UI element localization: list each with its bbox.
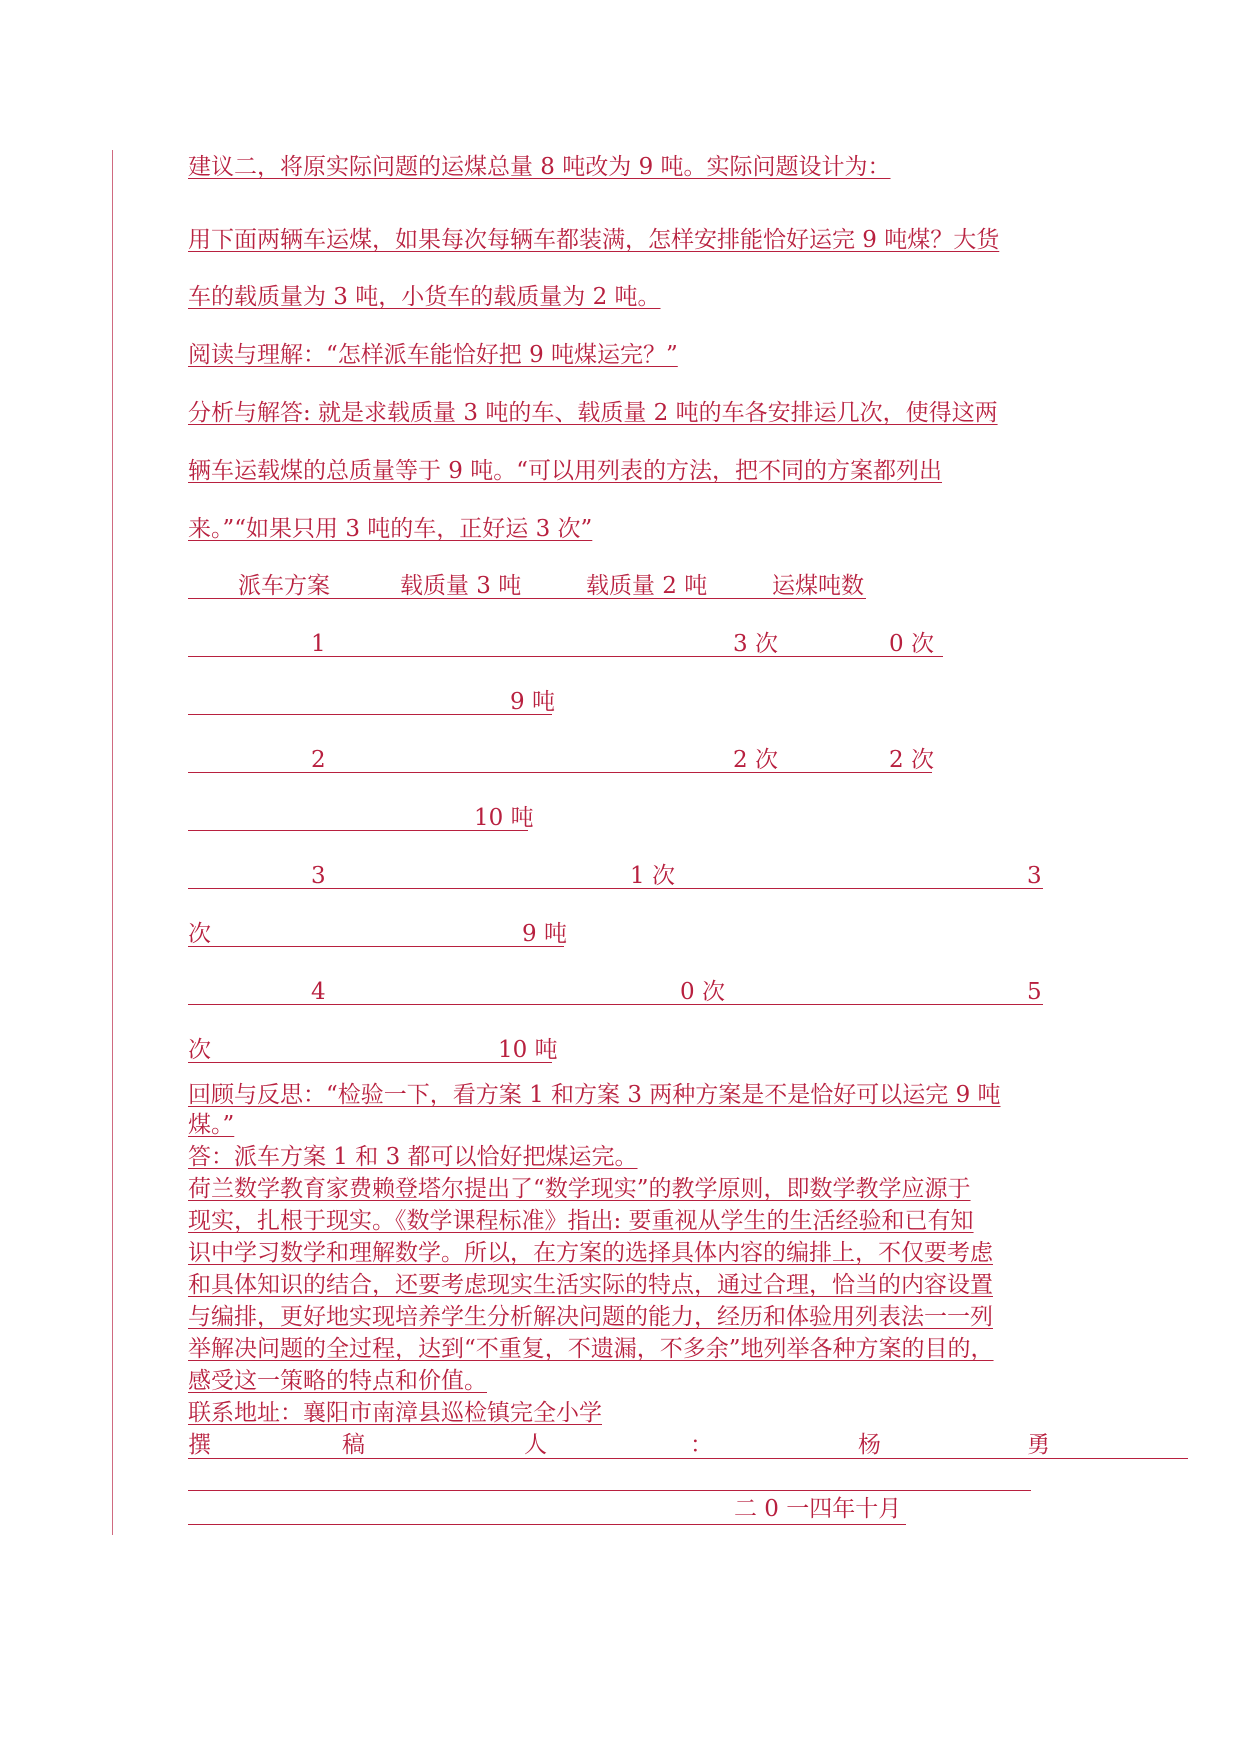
header-total: 运煤吨数 bbox=[772, 573, 864, 599]
row-total: 10 吨 bbox=[474, 805, 534, 831]
analysis-line-3: 来。”“如果只用 3 吨的车，正好运 3 次” bbox=[188, 516, 593, 542]
author-char: 勇 bbox=[1027, 1432, 1050, 1458]
analysis-line-2: 辆车运载煤的总质量等于 9 吨。“可以用列表的方法，把不同的方案都列出 bbox=[188, 458, 943, 484]
essay-line-7: 感受这一策略的特点和价值。 bbox=[188, 1368, 487, 1394]
suggestion-line-2: 用下面两辆车运煤，如果每次每辆车都装满，怎样安排能恰好运完 9 吨煤？大货 bbox=[188, 227, 1000, 253]
analysis-line-1: 分析与解答: 就是求载质量 3 吨的车、载质量 2 吨的车各安排运几次，使得这两 bbox=[188, 400, 998, 426]
row-small: 2 次 bbox=[889, 747, 934, 773]
date-text: 二 0 一四年十月 bbox=[734, 1496, 902, 1522]
row-big: 2 次 bbox=[733, 747, 778, 773]
author-char: ： bbox=[690, 1432, 713, 1458]
row-small: 0 次 bbox=[889, 631, 934, 657]
suggestion-line-3: 车的载质量为 3 吨，小货车的载质量为 2 吨。 bbox=[188, 284, 661, 310]
author-char: 人 bbox=[524, 1432, 547, 1458]
header-plan: 派车方案 bbox=[238, 573, 330, 599]
header-big-truck: 载质量 3 吨 bbox=[400, 573, 522, 599]
row-total: 10 吨 bbox=[498, 1037, 558, 1063]
suggestion-line-1: 建议二，将原实际问题的运煤总量 8 吨改为 9 吨。实际问题设计为： bbox=[188, 154, 891, 180]
review-line-2: 煤。” bbox=[188, 1112, 235, 1138]
row-small-unit: 次 bbox=[188, 1037, 211, 1063]
author-char: 稿 bbox=[342, 1432, 365, 1458]
row-total: 9 吨 bbox=[510, 689, 555, 715]
essay-line-3: 识中学习数学和理解数学。所以，在方案的选择具体内容的编排上，不仅要考虑 bbox=[188, 1240, 993, 1266]
essay-line-6: 举解决问题的全过程，达到“不重复，不遗漏，不多余”地列举各种方案的目的， bbox=[188, 1336, 994, 1362]
essay-line-4: 和具体知识的结合，还要考虑现实生活实际的特点，通过合理，恰当的内容设置 bbox=[188, 1272, 993, 1298]
row-big: 1 次 bbox=[630, 863, 675, 889]
answer-line: 答：派车方案 1 和 3 都可以恰好把煤运完。 bbox=[188, 1144, 638, 1170]
row-small-unit: 次 bbox=[188, 921, 211, 947]
row-small: 3 bbox=[1027, 863, 1042, 889]
row-total: 9 吨 bbox=[522, 921, 567, 947]
author-char: 杨 bbox=[858, 1432, 881, 1458]
author-char: 撰 bbox=[188, 1432, 211, 1458]
margin-rule bbox=[112, 150, 113, 1535]
row-big: 0 次 bbox=[680, 979, 725, 1005]
row-small: 5 bbox=[1027, 979, 1042, 1005]
contact-address: 联系地址：襄阳市南漳县巡检镇完全小学 bbox=[188, 1400, 602, 1426]
row-plan: 1 bbox=[311, 631, 326, 657]
essay-line-2: 现实，扎根于现实。《数学课程标准》指出: 要重视从学生的生活经验和已有知 bbox=[188, 1208, 974, 1234]
row-big: 3 次 bbox=[733, 631, 778, 657]
essay-line-1: 荷兰数学教育家费赖登塔尔提出了“数学现实”的教学原则，即数学教学应源于 bbox=[188, 1176, 971, 1202]
blank-underline bbox=[188, 1490, 1031, 1491]
row-plan: 3 bbox=[311, 863, 326, 889]
review-line-1: 回顾与反思：“检验一下，看方案 1 和方案 3 两种方案是不是恰好可以运完 9 吨 bbox=[188, 1082, 1001, 1108]
row-plan: 4 bbox=[311, 979, 326, 1005]
row-plan: 2 bbox=[311, 747, 326, 773]
reading-line: 阅读与理解：“怎样派车能恰好把 9 吨煤运完？” bbox=[188, 342, 678, 368]
header-small-truck: 载质量 2 吨 bbox=[586, 573, 708, 599]
essay-line-5: 与编排，更好地实现培养学生分析解决问题的能力，经历和体验用列表法一一列 bbox=[188, 1304, 993, 1330]
